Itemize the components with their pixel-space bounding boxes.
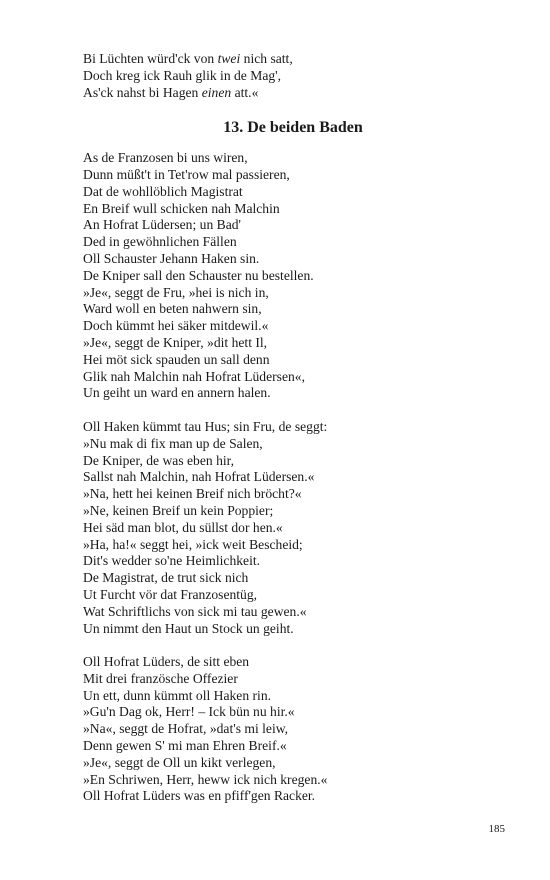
verse-line: Glik nah Malchin nah Hofrat Lüdersen«, bbox=[83, 368, 305, 384]
verse-line bbox=[83, 51, 483, 68]
verse-line: Doch kümmt hei säker mitdewil.« bbox=[83, 318, 269, 334]
verse-fragment: As'ck nahst bi Hagen bbox=[83, 84, 202, 100]
poem-body bbox=[83, 150, 483, 805]
verse-line: Sallst nah Malchin, nah Hofrat Lüdersen.« bbox=[83, 469, 315, 485]
verse-line: As de Franzosen bi uns wiren, bbox=[83, 150, 248, 166]
verse-fragment: nich satt, bbox=[240, 51, 293, 66]
verse-line: Oll Haken kümmt tau Hus; sin Fru, de seggt: bbox=[83, 418, 328, 434]
verse-line: De Kniper sall den Schauster nu bestellen. bbox=[83, 267, 314, 283]
verse-line: »Je«, seggt de Fru, »hei is nich in, bbox=[83, 284, 269, 300]
verse-line: »Je«, seggt de Kniper, »dit hett Il, bbox=[83, 334, 268, 350]
verse-line: Ded in gewöhnlichen Fällen bbox=[83, 234, 237, 250]
page-number: 185 bbox=[488, 823, 505, 835]
verse-line: »Je«, seggt de Oll un kikt verlegen, bbox=[83, 754, 276, 770]
verse-line: De Kniper, de was eben hir, bbox=[83, 452, 235, 468]
verse-line: Mit drei französche Offezier bbox=[83, 670, 238, 686]
text-block bbox=[83, 51, 483, 822]
verse-line bbox=[83, 85, 483, 102]
verse-line: Un nimmt den Haut un Stock un geiht. bbox=[83, 620, 294, 636]
section-title: 13. De beiden Baden bbox=[223, 119, 363, 137]
verse-line: De Magistrat, de trut sick nich bbox=[83, 570, 249, 586]
verse-fragment: Doch kreg ick Rauh glik in de Mag', bbox=[83, 67, 282, 83]
verse-line: »Ne, keinen Breif un kein Poppier; bbox=[83, 502, 274, 518]
verse-fragment: Bi Lüchten würd'ck von bbox=[83, 51, 218, 66]
stanza bbox=[83, 654, 483, 805]
emphasized-word: einen bbox=[201, 84, 232, 100]
verse-line: Oll Schauster Jehann Haken sin. bbox=[83, 250, 260, 266]
verse-line: Ward woll en beten nahwern sin, bbox=[83, 301, 262, 317]
verse-line: »Gu'n Dag ok, Herr! – Ick bün nu hir.« bbox=[83, 704, 295, 720]
verse-line: Wat Schriftlichs von sick mi tau gewen.« bbox=[83, 603, 307, 619]
verse-line: »Na«, seggt de Hofrat, »dat's mi leiw, bbox=[83, 721, 289, 737]
verse-line: Hei möt sick spauden un sall denn bbox=[83, 351, 270, 367]
verse-line: Hei säd man blot, du süllst dor hen.« bbox=[83, 519, 283, 535]
verse-line: Dat de wohllöblich Magistrat bbox=[83, 183, 243, 199]
verse-line: »Ha, ha!« seggt hei, »ick weit Bescheid; bbox=[83, 536, 303, 552]
stanza bbox=[83, 150, 483, 402]
emphasized-word: twei bbox=[217, 51, 241, 66]
verse-line: Un geiht un ward en annern halen. bbox=[83, 385, 271, 401]
verse-line: En Breif wull schicken nah Malchin bbox=[83, 200, 280, 216]
verse-line: Un ett, dunn kümmt oll Haken rin. bbox=[83, 687, 272, 703]
verse-fragment: att.« bbox=[231, 84, 259, 100]
verse-line: An Hofrat Lüdersen; un Bad' bbox=[83, 217, 241, 233]
verse-line: Oll Hofrat Lüders was en pfiff'gen Racker. bbox=[83, 788, 316, 804]
opening-stanza bbox=[83, 51, 483, 101]
verse-line bbox=[83, 68, 483, 85]
verse-line: Dit's wedder so'ne Heimlichkeit. bbox=[83, 553, 261, 569]
verse-line: »Na, hett hei keinen Breif nich bröcht?« bbox=[83, 486, 302, 502]
verse-line: »En Schriwen, Herr, heww ick nich kregen.« bbox=[83, 771, 328, 787]
stanza bbox=[83, 419, 483, 637]
verse-line: Oll Hofrat Lüders, de sitt eben bbox=[83, 654, 250, 670]
verse-line: Dunn müßt't in Tet'row mal passieren, bbox=[83, 166, 290, 182]
verse-line: »Nu mak di fix man up de Salen, bbox=[83, 435, 263, 451]
verse-line: Denn gewen S' mi man Ehren Breif.« bbox=[83, 738, 287, 754]
verse-line: Ut Furcht vör dat Franzosentüg, bbox=[83, 586, 258, 602]
